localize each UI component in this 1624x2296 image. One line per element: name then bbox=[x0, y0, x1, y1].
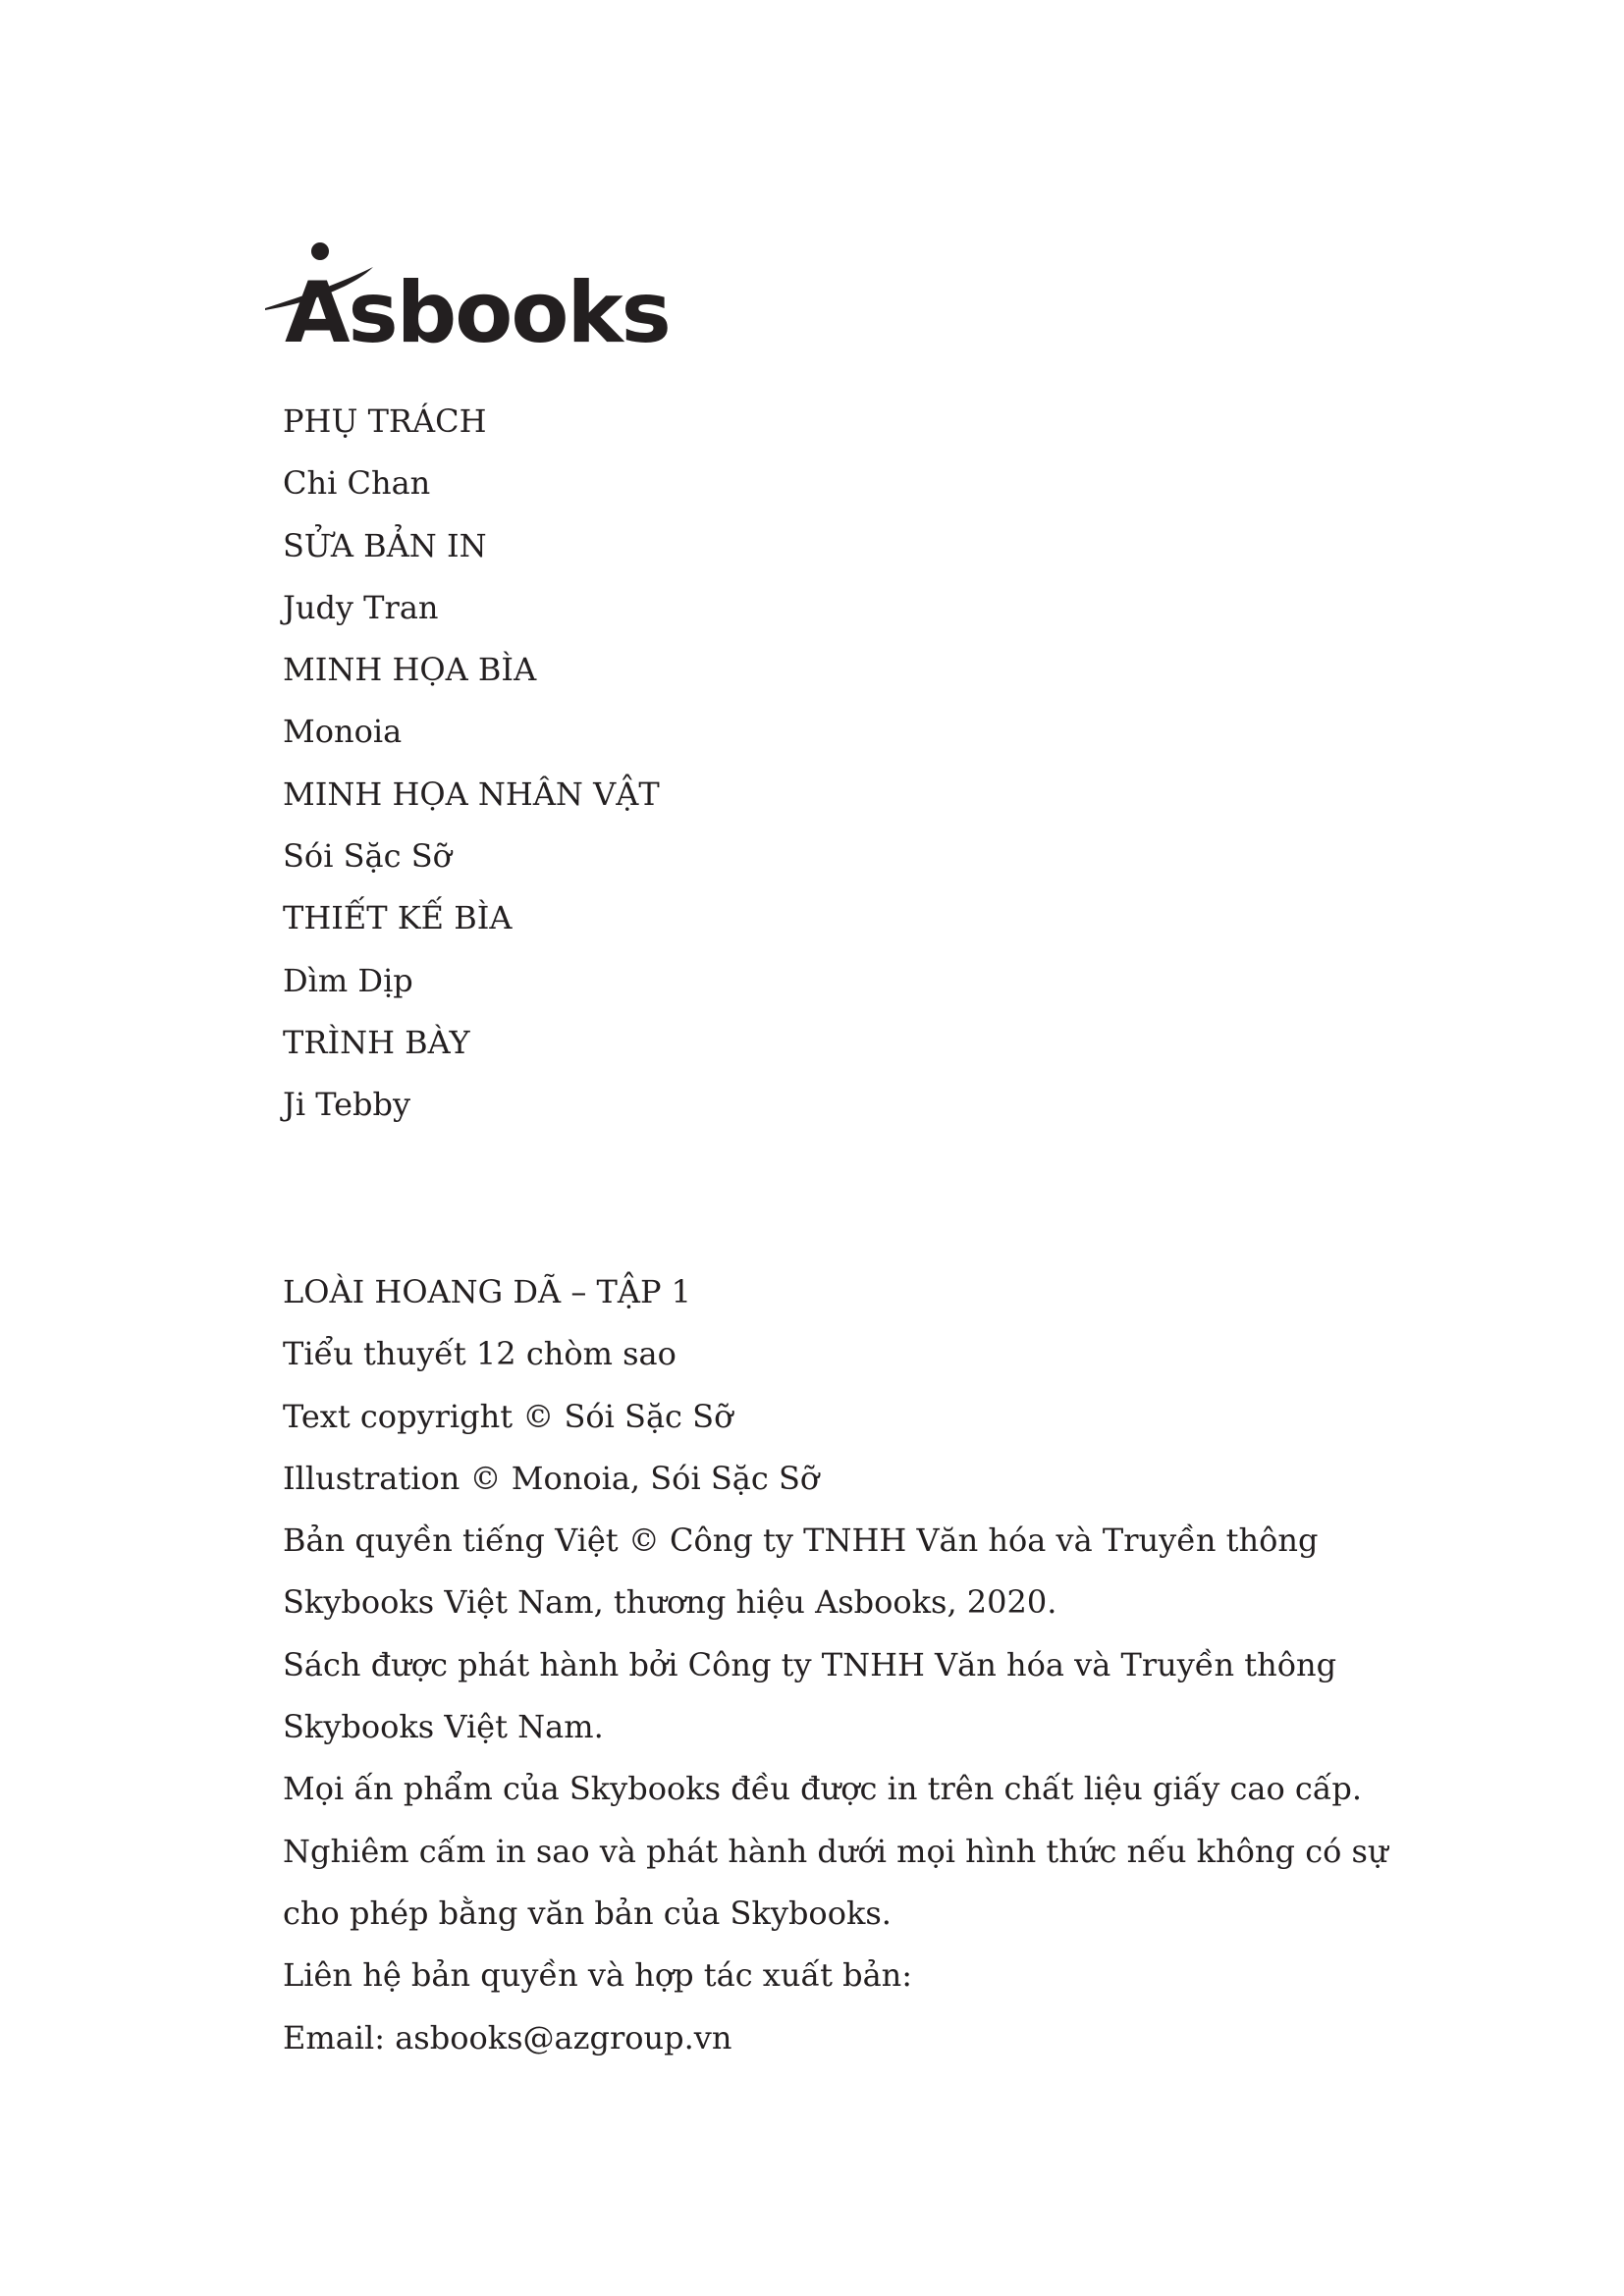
credit-role: MINH HỌA BÌA bbox=[283, 651, 537, 689]
book-subtitle: Tiểu thuyết 12 chòm sao bbox=[283, 1335, 677, 1373]
book-info bbox=[283, 1261, 1388, 2069]
credit-name: Dìm Dịp bbox=[283, 961, 413, 999]
distribution-line: Skybooks Việt Nam. bbox=[283, 1708, 604, 1746]
distribution-line: Sách được phát hành bởi Công ty TNHH Văn hóa và Truyền thông bbox=[283, 1645, 1337, 1683]
reproduction-notice: cho phép bằng văn bản của Skybooks. bbox=[283, 1894, 892, 1932]
credit-name: Monoia bbox=[283, 713, 403, 751]
paper-quality-note: Mọi ấn phẩm của Skybooks đều được in trên chất liệu giấy cao cấp. bbox=[283, 1770, 1363, 1808]
credit-role: THIẾT KẾ BÌA bbox=[283, 899, 513, 937]
reproduction-notice: Nghiêm cấm in sao và phát hành dưới mọi hình thức nếu không có sự bbox=[283, 1832, 1388, 1870]
credits-list bbox=[283, 391, 660, 1137]
contact-heading: Liên hệ bản quyền và hợp tác xuất bản: bbox=[283, 1956, 913, 1995]
credit-role: SỬA BẢN IN bbox=[283, 526, 487, 564]
illustration-copyright: Illustration © Monoia, Sói Sặc Sỡ bbox=[283, 1459, 820, 1497]
book-title: LOÀI HOANG DÃ – TẬP 1 bbox=[283, 1273, 692, 1310]
svg-text:Asbooks: Asbooks bbox=[285, 264, 670, 362]
vietnamese-rights-line: Skybooks Việt Nam, thương hiệu Asbooks, 2020. bbox=[283, 1583, 1057, 1622]
credit-role: MINH HỌA NHÂN VẬT bbox=[283, 774, 660, 813]
credit-role: PHỤ TRÁCH bbox=[283, 402, 487, 440]
text-copyright: Text copyright © Sói Sặc Sỡ bbox=[283, 1397, 733, 1435]
credit-name: Chi Chan bbox=[283, 464, 431, 503]
credit-name: Ji Tebby bbox=[283, 1086, 411, 1124]
credit-role: TRÌNH BÀY bbox=[283, 1023, 470, 1061]
asbooks-logo bbox=[263, 240, 670, 362]
contact-email: Email: asbooks@azgroup.vn bbox=[283, 2018, 732, 2056]
asbooks-logo-mark bbox=[263, 240, 670, 362]
credit-name: Sói Sặc Sỡ bbox=[283, 837, 452, 876]
vietnamese-rights-line: Bản quyền tiếng Việt © Công ty TNHH Văn hóa và Truyền thông bbox=[283, 1522, 1319, 1560]
credit-name: Judy Tran bbox=[283, 588, 439, 626]
